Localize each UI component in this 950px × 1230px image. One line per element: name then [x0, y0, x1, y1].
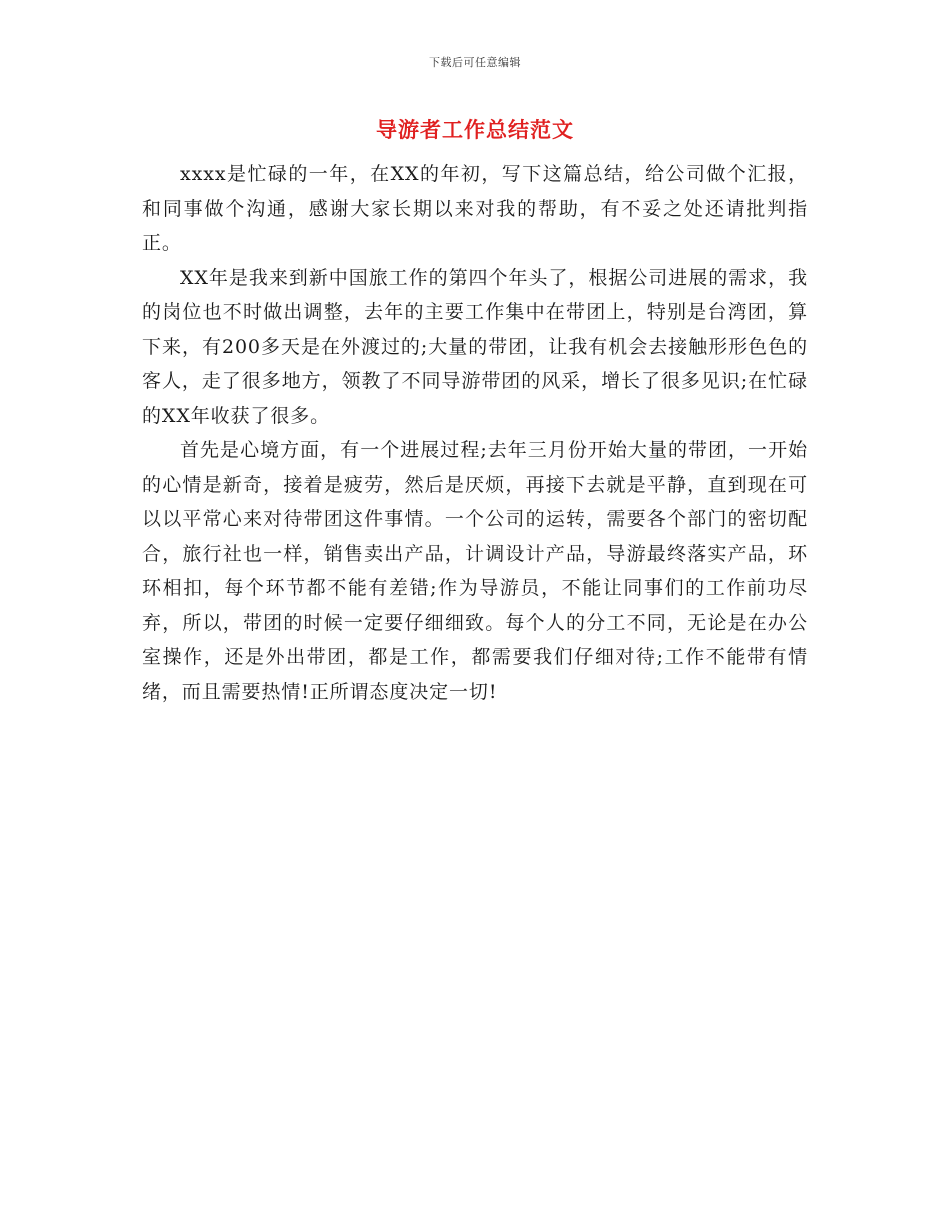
document-body: [142, 157, 808, 709]
paragraph-2: XX年是我来到新中国旅工作的第四个年头了，根据公司进展的需求，我的岗位也不时做出调整，去年的主要工作集中在带团上，特别是台湾团，算下来，有200多天是在外渡过的;大量的带团，让我有机会去接触形形色色的客人，走了很多地方，领教了不同导游带团的风采，增长了很多见识;在忙碌的XX年收获了很多。: [142, 266, 808, 427]
document-title: 导游者工作总结范文: [376, 117, 574, 142]
header-note: 下载后可任意编辑: [429, 56, 521, 69]
paragraph-3: 首先是心境方面，有一个进展过程;去年三月份开始大量的带团，一开始的心情是新奇，接着是疲劳，然后是厌烦，再接下去就是平静，直到现在可以以平常心来对待带团这件事情。一个公司的运转，需要各个部门的密切配合，旅行社也一样，销售卖出产品，计调设计产品，导游最终落实产品，环环相扣，每个环节都不能有差错;作为导游员，不能让同事们的工作前功尽弃，所以，带团的时候一定要仔细细致。每个人的分工不同，无论是在办公室操作，还是外出带团，都是工作，都需要我们仔细对待;工作不能带有情绪，而且需要热情!正所谓态度决定一切!: [142, 439, 808, 703]
paragraph-1: xxxx是忙碌的一年，在XX的年初，写下这篇总结，给公司做个汇报，和同事做个沟通，感谢大家长期以来对我的帮助，有不妥之处还请批判指正。: [142, 163, 808, 254]
